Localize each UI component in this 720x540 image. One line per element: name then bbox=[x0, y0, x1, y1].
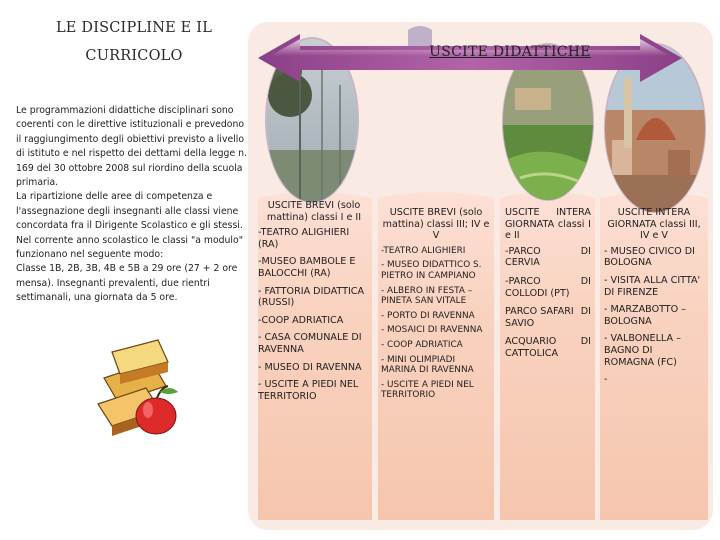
column-uscite-brevi-3-4-5 bbox=[381, 207, 491, 405]
list-item: - USCITE A PIEDI NEL TERRITORIO bbox=[258, 379, 359, 402]
list-item: - ALBERO IN FESTA – PINETA SAN VITALE bbox=[381, 285, 473, 307]
item-text: CERVIA bbox=[505, 257, 540, 269]
item-text: CATTOLICA bbox=[505, 347, 559, 359]
list-item: - PORTO DI RAVENNA bbox=[381, 310, 475, 321]
list-item: -TEATRO ALIGHIERI bbox=[381, 245, 466, 256]
list-item: - MINI OLIMPIADI MARINA DI RAVENNA bbox=[381, 354, 474, 376]
item-text: COLLODI (PT) bbox=[505, 287, 570, 299]
list-item: - bbox=[604, 374, 608, 386]
item-text: DI bbox=[580, 306, 591, 318]
column-heading: USCITE BREVI (solo mattina) classi I e II bbox=[266, 200, 362, 223]
list-item: -TEATRO ALIGHIERI (RA) bbox=[258, 227, 350, 250]
item-text: SAVIO bbox=[505, 317, 535, 329]
item-text: DI bbox=[580, 336, 591, 348]
item-text: -PARCO bbox=[505, 245, 541, 257]
books-apple-clipart bbox=[98, 340, 178, 436]
column-list bbox=[258, 227, 370, 402]
list-item bbox=[505, 336, 591, 359]
item-text: -PARCO bbox=[505, 275, 541, 287]
column-heading: USCITE BREVI (solo mattina) classi III; IV e V bbox=[382, 207, 490, 242]
column-uscite-brevi-1-2 bbox=[258, 200, 370, 408]
list-item: - MUSEO CIVICO DI BOLOGNA bbox=[604, 245, 696, 269]
item-text: PARCO SAFARI bbox=[505, 306, 574, 318]
column-list bbox=[381, 246, 491, 401]
column-heading: USCITE INTERA GIORNATA classi III, IV e V bbox=[607, 207, 701, 242]
list-item: - VALBONELLA – BAGNO DI ROMAGNA (FC) bbox=[604, 333, 681, 368]
list-item: - MUSEO DI RAVENNA bbox=[258, 361, 362, 373]
item-text: DI bbox=[580, 245, 591, 257]
list-item: -MUSEO BAMBOLE E BALOCCHI (RA) bbox=[258, 256, 356, 279]
list-item: - MOSAICI DI RAVENNA bbox=[381, 325, 483, 336]
uscite-title: USCITE DIDATTICHE bbox=[429, 44, 591, 60]
column-list bbox=[505, 246, 591, 360]
list-item: - MUSEO DIDATTICO S. PIETRO IN CAMPIANO bbox=[381, 260, 482, 281]
column-intera-giornata-3-4-5 bbox=[604, 207, 704, 392]
item-text: DI bbox=[580, 275, 591, 287]
column-intera-giornata-1-2 bbox=[505, 207, 591, 367]
list-item: - USCITE A PIEDI NEL TERRITORIO bbox=[381, 379, 474, 401]
list-item: - VISITA ALLA CITTA' DI FIRENZE bbox=[604, 274, 701, 298]
intro-paragraph bbox=[16, 104, 248, 306]
intro-text: Le programmazioni didattiche disciplinari sono coerenti con le direttive istituzionali e prevedono il raggiungimento degli obiettivi previsto a livello di istituto e nel rispetto dei dettami della legge n. 169 del 30 ottobre 2008 sul riordino della scuola primaria. La ripartizione delle aree di competenza e l'assegnazione degli insegnanti alle classi viene concordata fra il Dirigente Scolastico e gli stessi. Nel corrente anno scolastico le classi "a modulo" funzionano nel seguente modo: Classe 1B, 2B, 3B, 4B e 5B a 29 ore (27 + 2 ore mensa). Insegnanti prevalenti, due rientri settimanali, una giornata da 5 ore. bbox=[16, 105, 247, 304]
list-item: -COOP ADRIATICA bbox=[258, 314, 344, 326]
list-item bbox=[505, 246, 591, 269]
list-item bbox=[505, 306, 591, 329]
column-heading: USCITE INTERA GIORNATA classi I e II bbox=[505, 207, 591, 242]
column-list bbox=[604, 246, 704, 386]
list-item: - FATTORIA DIDATTICA (RUSSI) bbox=[258, 285, 365, 309]
item-text: ACQUARIO bbox=[505, 336, 557, 348]
left-title: LE DISCIPLINE E IL CURRICOLO bbox=[55, 20, 213, 64]
list-item: - MARZABOTTO – BOLOGNA bbox=[604, 304, 687, 327]
list-item bbox=[505, 276, 591, 299]
list-item: - CASA COMUNALE DI RAVENNA bbox=[258, 332, 362, 355]
list-item: - COOP ADRIATICA bbox=[381, 339, 463, 350]
